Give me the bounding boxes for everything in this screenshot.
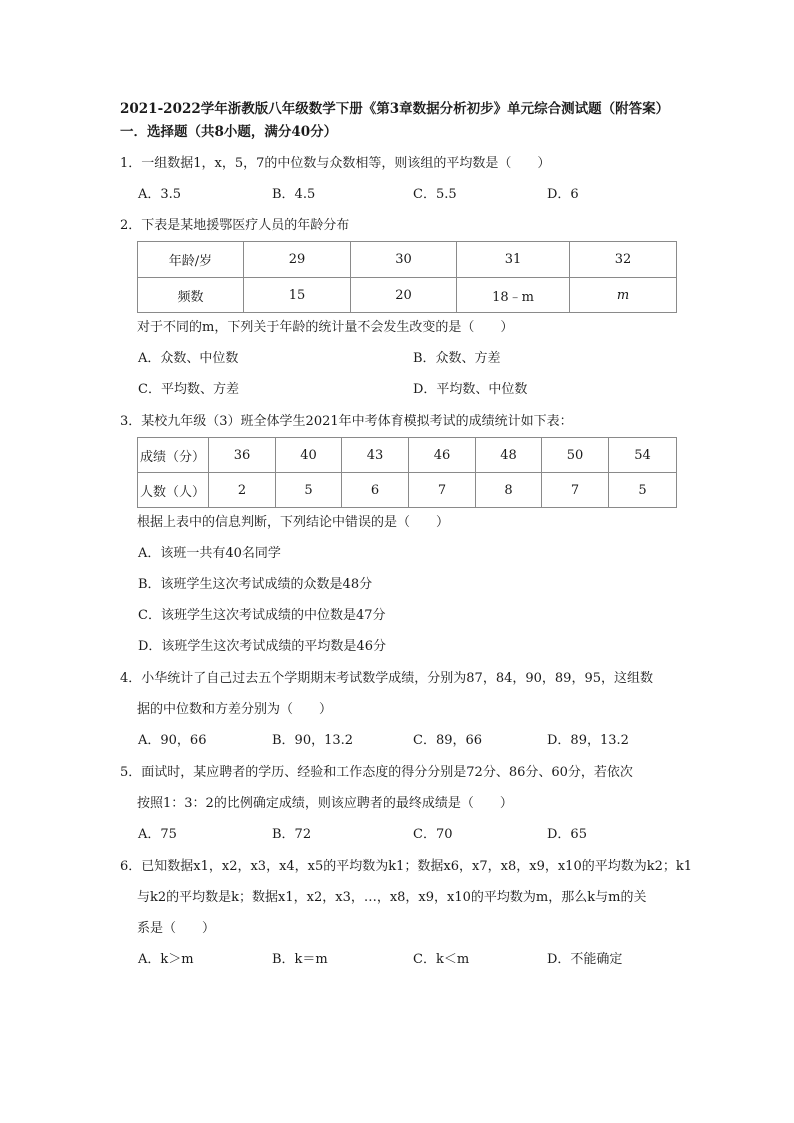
question-5-stem-line2: 按照1：3：2的比例确定成绩，则该应聘者的最终成绩是（ ） bbox=[137, 796, 513, 811]
q2-option-b: B．众数、方差 bbox=[413, 351, 501, 366]
age-distribution-table bbox=[137, 241, 677, 313]
q3-option-c: C．该班学生这次考试成绩的中位数是47分 bbox=[138, 608, 386, 623]
table-cell: 48 bbox=[476, 438, 542, 473]
document-title: 2021-2022学年浙教版八年级数学下册《第3章数据分析初步》单元综合测试题（附答案） bbox=[120, 101, 670, 117]
table-cell: 5 bbox=[276, 473, 342, 508]
question-6-stem-line1: 6．已知数据x1，x2，x3，x4，x5的平均数为k1；数据x6，x7，x8，x9，x10的平均数为k2；k1 bbox=[120, 859, 693, 874]
question-4-stem-line1: 4．小华统计了自己过去五个学期期末考试数学成绩，分别为87，84，90，89，95，这组数 bbox=[120, 671, 653, 686]
q5-option-d: D．65 bbox=[547, 827, 587, 842]
q6-option-c: C．k＜m bbox=[413, 952, 470, 967]
table-cell: 54 bbox=[609, 438, 677, 473]
question-6-stem-line3: 系是（ ） bbox=[137, 921, 216, 936]
table-cell: 2 bbox=[209, 473, 276, 508]
table-cell: 年龄/岁 bbox=[138, 242, 244, 278]
table-cell: 31 bbox=[457, 242, 570, 278]
q2-option-a: A．众数、中位数 bbox=[138, 351, 239, 366]
table-cell: 32 bbox=[570, 242, 677, 278]
q2-option-d: D．平均数、中位数 bbox=[413, 382, 528, 397]
q4-option-b: B．90，13.2 bbox=[272, 733, 354, 748]
table-cell: 频数 bbox=[138, 278, 244, 313]
q1-option-b: B．4.5 bbox=[272, 187, 316, 202]
table-cell: 20 bbox=[351, 278, 457, 313]
table-cell: 7 bbox=[409, 473, 476, 508]
q2-option-c: C．平均数、方差 bbox=[138, 382, 239, 397]
section-heading: 一．选择题（共8小题，满分40分） bbox=[120, 124, 338, 140]
q4-option-a: A．90，66 bbox=[138, 733, 207, 748]
question-4-stem-line2: 据的中位数和方差分别为（ ） bbox=[137, 702, 333, 717]
table-row bbox=[138, 242, 677, 278]
table-cell: 50 bbox=[542, 438, 609, 473]
q5-option-b: B．72 bbox=[272, 827, 312, 842]
q6-option-b: B．k＝m bbox=[272, 952, 328, 967]
q5-option-c: C．70 bbox=[413, 827, 453, 842]
table-cell: 人数（人） bbox=[138, 473, 209, 508]
table-cell: 29 bbox=[244, 242, 351, 278]
question-2-question: 对于不同的m，下列关于年龄的统计量不会发生改变的是（ ） bbox=[137, 320, 514, 335]
q1-option-c: C．5.5 bbox=[413, 187, 457, 202]
table-row bbox=[138, 473, 677, 508]
q3-option-a: A．该班一共有40名同学 bbox=[138, 546, 281, 561]
table-cell: 6 bbox=[342, 473, 409, 508]
question-1-stem: 1．一组数据1，x，5，7的中位数与众数相等，则该组的平均数是（ ） bbox=[120, 156, 551, 171]
table-cell: 46 bbox=[409, 438, 476, 473]
q3-option-d: D．该班学生这次考试成绩的平均数是46分 bbox=[138, 639, 386, 654]
question-5-stem-line1: 5．面试时，某应聘者的学历、经验和工作态度的得分分别是72分、86分、60分，若依次 bbox=[120, 765, 633, 780]
table-cell: 8 bbox=[476, 473, 542, 508]
q5-option-a: A．75 bbox=[138, 827, 177, 842]
table-cell: 18﹣m bbox=[457, 278, 570, 313]
q4-option-c: C．89，66 bbox=[413, 733, 483, 748]
question-3-question: 根据上表中的信息判断，下列结论中错误的是（ ） bbox=[137, 515, 450, 530]
table-cell: m bbox=[570, 278, 677, 313]
q4-option-d: D．89，13.2 bbox=[547, 733, 629, 748]
q1-option-d: D．6 bbox=[547, 187, 579, 202]
question-6-stem-line2: 与k2的平均数是k；数据x1，x2，x3，…，x8，x9，x10的平均数为m，那么k与m的关 bbox=[137, 890, 647, 905]
q1-option-a: A．3.5 bbox=[138, 187, 182, 202]
table-row bbox=[138, 278, 677, 313]
q6-option-a: A．k＞m bbox=[138, 952, 194, 967]
table-cell: 15 bbox=[244, 278, 351, 313]
table-cell: 30 bbox=[351, 242, 457, 278]
question-3-stem: 3．某校九年级（3）班全体学生2021年中考体育模拟考试的成绩统计如下表： bbox=[120, 414, 573, 429]
score-table bbox=[137, 437, 677, 508]
table-row bbox=[138, 438, 677, 473]
q3-option-b: B．该班学生这次考试成绩的众数是48分 bbox=[138, 577, 373, 592]
table-cell: 40 bbox=[276, 438, 342, 473]
table-cell: 成绩（分） bbox=[138, 438, 209, 473]
table-cell: 36 bbox=[209, 438, 276, 473]
table-cell: 7 bbox=[542, 473, 609, 508]
q6-option-d: D．不能确定 bbox=[547, 952, 623, 967]
question-2-stem: 2．下表是某地援鄂医疗人员的年龄分布 bbox=[120, 218, 350, 233]
table-cell: 43 bbox=[342, 438, 409, 473]
table-cell: 5 bbox=[609, 473, 677, 508]
